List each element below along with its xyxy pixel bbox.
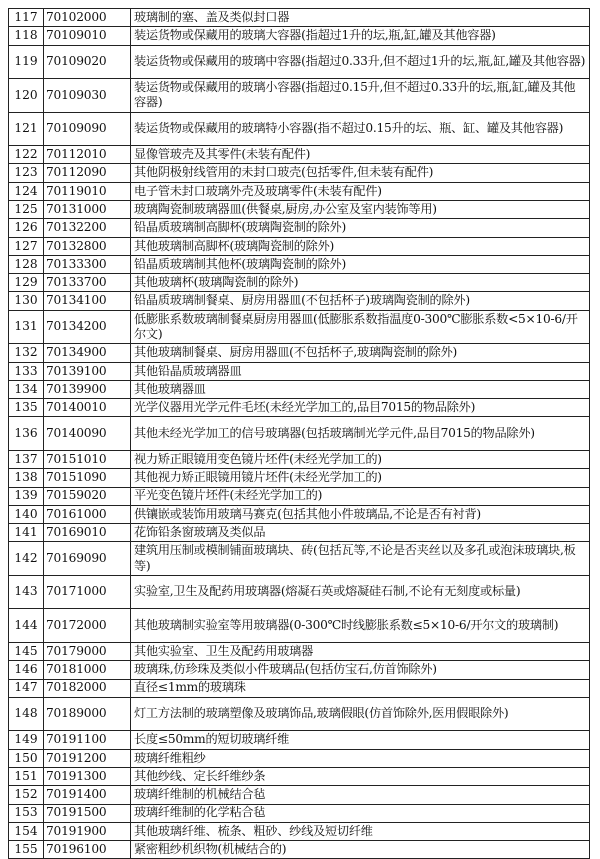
description-cell: 其他玻璃制高脚杯(玻璃陶瓷制的除外) xyxy=(131,237,590,255)
table-row xyxy=(9,164,590,182)
row-number-cell: 126 xyxy=(9,219,44,237)
description-cell: 其他阴极射线管用的未封口玻壳(包括零件,但未装有配件) xyxy=(131,164,590,182)
row-number-cell: 128 xyxy=(9,255,44,273)
row-number-cell: 145 xyxy=(9,642,44,660)
hs-code-cell: 70132800 xyxy=(44,237,131,255)
row-number-cell: 123 xyxy=(9,164,44,182)
hs-code-cell: 70134100 xyxy=(44,292,131,310)
row-number-cell: 132 xyxy=(9,344,44,362)
row-number-cell: 135 xyxy=(9,399,44,417)
description-cell: 装运货物或保藏用的玻璃中容器(指超过0.33升,但不超过1升的坛,瓶,缸,罐及其他容器) xyxy=(131,45,590,79)
row-number-cell: 124 xyxy=(9,182,44,200)
table-row xyxy=(9,344,590,362)
description-cell: 长度≤50mm的短切玻璃纤维 xyxy=(131,731,590,749)
description-cell: 低膨胀系数玻璃制餐桌厨房用器皿(低膨胀系数指温度0-300℃膨胀系数<5×10-6/开尔文) xyxy=(131,310,590,344)
table-row xyxy=(9,767,590,785)
table-row xyxy=(9,380,590,398)
description-cell: 紧密粗纱机织物(机械结合的) xyxy=(131,841,590,859)
row-number-cell: 148 xyxy=(9,697,44,731)
hs-code-cell: 70109020 xyxy=(44,45,131,79)
table-row xyxy=(9,146,590,164)
commodity-code-table xyxy=(8,8,590,859)
table-row xyxy=(9,697,590,731)
table-row xyxy=(9,609,590,643)
description-cell: 电子管未封口玻璃外壳及玻璃零件(未装有配件) xyxy=(131,182,590,200)
description-cell: 直径≤1mm的玻璃珠 xyxy=(131,679,590,697)
description-cell: 显像管玻壳及其零件(未装有配件) xyxy=(131,146,590,164)
hs-code-cell: 70161000 xyxy=(44,505,131,523)
description-cell: 其他玻璃纤维、梳条、粗砂、纱线及短切纤维 xyxy=(131,822,590,840)
hs-code-cell: 70112090 xyxy=(44,164,131,182)
description-cell: 视力矫正眼镜用变色镜片坯件(未经光学加工的) xyxy=(131,450,590,468)
table-row xyxy=(9,524,590,542)
hs-code-cell: 70133700 xyxy=(44,274,131,292)
table-row xyxy=(9,274,590,292)
table-body xyxy=(9,9,590,859)
table-row xyxy=(9,786,590,804)
description-cell: 装运货物或保藏用的玻璃特小容器(指不超过0.15升的坛、瓶、缸、罐及其他容器) xyxy=(131,112,590,146)
hs-code-cell: 70134900 xyxy=(44,344,131,362)
description-cell: 玻璃陶瓷制玻璃器皿(供餐桌,厨房,办公室及室内装饰等用) xyxy=(131,200,590,218)
row-number-cell: 134 xyxy=(9,380,44,398)
hs-code-cell: 70112010 xyxy=(44,146,131,164)
description-cell: 光学仪器用光学元件毛坯(未经光学加工的,品目7015的物品除外) xyxy=(131,399,590,417)
hs-code-cell: 70169010 xyxy=(44,524,131,542)
table-row xyxy=(9,200,590,218)
table-row xyxy=(9,79,590,113)
description-cell: 灯工方法制的玻璃塑像及玻璃饰品,玻璃假眼(仿首饰除外,医用假眼除外) xyxy=(131,697,590,731)
hs-code-cell: 70132200 xyxy=(44,219,131,237)
description-cell: 其他玻璃制餐桌、厨房用器皿(不包括杯子,玻璃陶瓷制的除外) xyxy=(131,344,590,362)
hs-code-cell: 70131000 xyxy=(44,200,131,218)
table-row xyxy=(9,505,590,523)
table-row xyxy=(9,255,590,273)
row-number-cell: 137 xyxy=(9,450,44,468)
description-cell: 装运货物或保藏用的玻璃小容器(指超过0.15升,但不超过0.33升的坛,瓶,缸,罐及其他容器) xyxy=(131,79,590,113)
description-cell: 装运货物或保藏用的玻璃大容器(指超过1升的坛,瓶,缸,罐及其他容器) xyxy=(131,27,590,45)
hs-code-cell: 70172000 xyxy=(44,609,131,643)
description-cell: 其他铅晶质玻璃器皿 xyxy=(131,362,590,380)
row-number-cell: 117 xyxy=(9,9,44,27)
description-cell: 其他视力矫正眼镜用镜片坯件(未经光学加工的) xyxy=(131,469,590,487)
table-row xyxy=(9,679,590,697)
hs-code-cell: 70140010 xyxy=(44,399,131,417)
description-cell: 玻璃纤维制的化学粘合毡 xyxy=(131,804,590,822)
description-cell: 铅晶质玻璃制餐桌、厨房用器皿(不包括杯子)玻璃陶瓷制的除外) xyxy=(131,292,590,310)
hs-code-cell: 70191300 xyxy=(44,767,131,785)
hs-code-cell: 70139900 xyxy=(44,380,131,398)
hs-code-cell: 70102000 xyxy=(44,9,131,27)
table-row xyxy=(9,642,590,660)
table-row xyxy=(9,112,590,146)
hs-code-cell: 70109090 xyxy=(44,112,131,146)
table-row xyxy=(9,731,590,749)
table-row xyxy=(9,362,590,380)
description-cell: 平光变色镜片坯件(未经光学加工的) xyxy=(131,487,590,505)
hs-code-cell: 70109030 xyxy=(44,79,131,113)
row-number-cell: 155 xyxy=(9,841,44,859)
description-cell: 供镶嵌或装饰用玻璃马赛克(包括其他小件玻璃品,不论是否有衬背) xyxy=(131,505,590,523)
table-row xyxy=(9,575,590,609)
hs-code-cell: 70151010 xyxy=(44,450,131,468)
description-cell: 其他纱线、定长纤维纱条 xyxy=(131,767,590,785)
row-number-cell: 130 xyxy=(9,292,44,310)
row-number-cell: 147 xyxy=(9,679,44,697)
row-number-cell: 150 xyxy=(9,749,44,767)
row-number-cell: 139 xyxy=(9,487,44,505)
description-cell: 玻璃纤维粗纱 xyxy=(131,749,590,767)
row-number-cell: 118 xyxy=(9,27,44,45)
table-row xyxy=(9,749,590,767)
hs-code-cell: 70179000 xyxy=(44,642,131,660)
description-cell: 实验室,卫生及配药用玻璃器(熔凝石英或熔凝硅石制,不论有无刻度或标量) xyxy=(131,575,590,609)
description-cell: 铅晶质玻璃制其他杯(玻璃陶瓷制的除外) xyxy=(131,255,590,273)
description-cell: 玻璃纤维制的机械结合毡 xyxy=(131,786,590,804)
hs-code-cell: 70119010 xyxy=(44,182,131,200)
table-row xyxy=(9,542,590,576)
row-number-cell: 129 xyxy=(9,274,44,292)
row-number-cell: 144 xyxy=(9,609,44,643)
table-row xyxy=(9,822,590,840)
hs-code-cell: 70181000 xyxy=(44,661,131,679)
row-number-cell: 146 xyxy=(9,661,44,679)
description-cell: 其他玻璃器皿 xyxy=(131,380,590,398)
row-number-cell: 141 xyxy=(9,524,44,542)
hs-code-cell: 70196100 xyxy=(44,841,131,859)
table-row xyxy=(9,45,590,79)
row-number-cell: 154 xyxy=(9,822,44,840)
hs-code-cell: 70139100 xyxy=(44,362,131,380)
table-row xyxy=(9,469,590,487)
row-number-cell: 119 xyxy=(9,45,44,79)
hs-code-cell: 70189000 xyxy=(44,697,131,731)
description-cell: 其他玻璃制实验室等用玻璃器(0-300℃时线膨胀系数≤5×10-6/开尔文的玻璃制) xyxy=(131,609,590,643)
hs-code-cell: 70109010 xyxy=(44,27,131,45)
row-number-cell: 136 xyxy=(9,417,44,451)
table-row xyxy=(9,9,590,27)
row-number-cell: 138 xyxy=(9,469,44,487)
row-number-cell: 140 xyxy=(9,505,44,523)
row-number-cell: 143 xyxy=(9,575,44,609)
table-row xyxy=(9,237,590,255)
description-cell: 其他实验室、卫生及配药用玻璃器 xyxy=(131,642,590,660)
description-cell: 花饰铅条窗玻璃及类似品 xyxy=(131,524,590,542)
hs-code-cell: 70169090 xyxy=(44,542,131,576)
description-cell: 其他未经光学加工的信号玻璃器(包括玻璃制光学元件,品目7015的物品除外) xyxy=(131,417,590,451)
row-number-cell: 142 xyxy=(9,542,44,576)
hs-code-cell: 70191900 xyxy=(44,822,131,840)
description-cell: 玻璃制的塞、盖及类似封口器 xyxy=(131,9,590,27)
table-row xyxy=(9,450,590,468)
table-row xyxy=(9,661,590,679)
hs-code-cell: 70159020 xyxy=(44,487,131,505)
table-row xyxy=(9,399,590,417)
row-number-cell: 127 xyxy=(9,237,44,255)
hs-code-cell: 70151090 xyxy=(44,469,131,487)
hs-code-cell: 70191400 xyxy=(44,786,131,804)
description-cell: 建筑用压制或模制铺面玻璃块、砖(包括瓦等,不论是否夹丝以及多孔或泡沫玻璃块,板等) xyxy=(131,542,590,576)
hs-code-cell: 70191100 xyxy=(44,731,131,749)
row-number-cell: 149 xyxy=(9,731,44,749)
table-row xyxy=(9,804,590,822)
hs-code-cell: 70191200 xyxy=(44,749,131,767)
row-number-cell: 125 xyxy=(9,200,44,218)
row-number-cell: 120 xyxy=(9,79,44,113)
row-number-cell: 122 xyxy=(9,146,44,164)
hs-code-cell: 70134200 xyxy=(44,310,131,344)
row-number-cell: 121 xyxy=(9,112,44,146)
table-row xyxy=(9,292,590,310)
description-cell: 铅晶质玻璃制高脚杯(玻璃陶瓷制的除外) xyxy=(131,219,590,237)
table-row xyxy=(9,487,590,505)
hs-code-cell: 70171000 xyxy=(44,575,131,609)
hs-code-cell: 70133300 xyxy=(44,255,131,273)
hs-code-cell: 70182000 xyxy=(44,679,131,697)
table-row xyxy=(9,310,590,344)
row-number-cell: 133 xyxy=(9,362,44,380)
row-number-cell: 131 xyxy=(9,310,44,344)
table-row xyxy=(9,219,590,237)
table-row xyxy=(9,27,590,45)
hs-code-cell: 70191500 xyxy=(44,804,131,822)
row-number-cell: 151 xyxy=(9,767,44,785)
table-row xyxy=(9,841,590,859)
row-number-cell: 152 xyxy=(9,786,44,804)
row-number-cell: 153 xyxy=(9,804,44,822)
description-cell: 玻璃珠,仿珍珠及类似小件玻璃品(包括仿宝石,仿首饰除外) xyxy=(131,661,590,679)
table-row xyxy=(9,182,590,200)
description-cell: 其他玻璃杯(玻璃陶瓷制的除外) xyxy=(131,274,590,292)
table-row xyxy=(9,417,590,451)
hs-code-cell: 70140090 xyxy=(44,417,131,451)
